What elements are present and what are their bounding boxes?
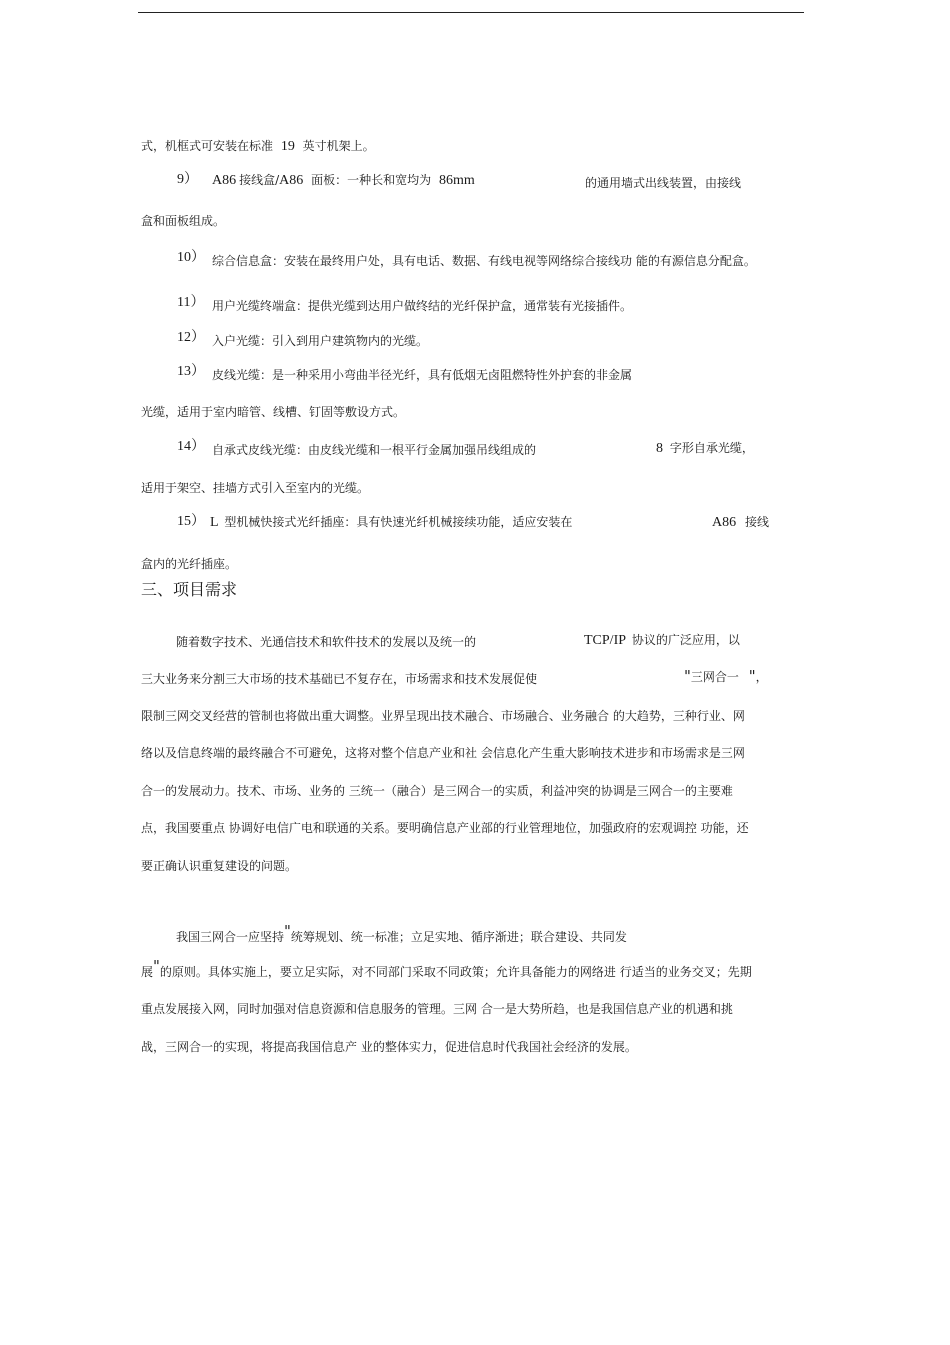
rack-size: 19 [280,139,295,154]
item-15-text: L 型机械快接式光纤插座：具有快速光纤机械接续功能，适应安装在 [210,515,573,530]
item-14-number: 14） [177,439,205,454]
item-15-tail: A86 接线 [712,515,769,530]
item-9-number: 9） [177,172,198,187]
para1-line3: 限制三网交叉经营的管制也将做出重大调整。业界呈现出技术融合、市场融合、业务融合 的大趋势，三种行业、网 [141,709,745,723]
para2-line1: 我国三网合一应坚持"统筹规划、统一标准；立足实地、循序渐进；联合建设、共同发 [176,922,627,944]
item-11-text: 用户光缆终端盒：提供光缆到达用户做终结的光纤保护盒，通常装有光接插件。 [212,299,633,313]
para2-line2: 展"的原则。具体实施上，要立足实际，对不同部门采取不同政策；允许具备能力的网络进 行适当的业务交叉；先期 [141,957,752,979]
para1-line1-tail: TCP/IP 协议的广泛应用，以 [584,633,740,648]
para1-line1: 随着数字技术、光通信技术和软件技术的发展以及统一的 [176,635,477,649]
item-9-continuation: 盒和面板组成。 [141,214,226,228]
item-14-tail: 8 字形自承光缆， [656,441,754,456]
item-12-text: 入户光缆：引入到用户建筑物内的光缆。 [212,334,429,348]
item-13-number: 13） [177,364,205,379]
para1-line7: 要正确认识重复建设的问题。 [141,859,298,873]
item-15-number: 15） [177,514,205,529]
item-13-text: 皮线光缆：是一种采用小弯曲半径光纤，具有低烟无卤阻燃特性外护套的非金属 [212,368,633,382]
para2-line3: 重点发展接入网，同时加强对信息资源和信息服务的管理。三网 合一是大势所趋，也是我国信息产业的机遇和挑 [141,1002,733,1016]
header-rule [138,12,804,13]
intro-line [141,138,375,155]
item-14-continuation: 适用于架空、挂墙方式引入至室内的光缆。 [141,481,370,495]
item-10-text: 综合信息盒：安装在最终用户处，具有电话、数据、有线电视等网络综合接线功 能的有源信息分配盒。 [212,254,756,268]
para1-line4: 络以及信息终端的最终融合不可避免，这将对整个信息产业和社 会信息化产生重大影响技术进步和市场需求是三网 [141,746,745,760]
para1-line6: 点，我国要重点 协调好电信广电和联通的关系。要明确信息产业部的行业管理地位，加强政府的宏观调控 功能，还 [141,821,749,835]
item-9-tail: 的通用墙式出线装置，由接线 [585,176,742,190]
item-10-number: 10） [177,250,205,265]
para1-line2: 三大业务来分割三大市场的技术基础已不复存在，市场需求和技术发展促使 [141,672,538,686]
intro-text-end: 英寸机架上。 [302,139,375,153]
item-15-continuation: 盒内的光纤插座。 [141,557,238,571]
intro-text: 式，机框式可安装在标准 [141,139,274,153]
para1-line5: 合一的发展动力。技术、市场、业务的 三统一（融合）是三网合一的实质，利益冲突的协调是三网合一的主要难 [141,784,733,798]
item-13-continuation: 光缆，适用于室内暗管、线槽、钉固等敷设方式。 [141,405,406,419]
item-14-text: 自承式皮线光缆：由皮线光缆和一根平行金属加强吊线组成的 [212,443,537,457]
item-11-number: 11） [177,295,205,310]
item-12-number: 12） [177,330,205,345]
para2-line4: 战，三网合一的实现，将提高我国信息产 业的整体实力，促进信息时代我国社会经济的发展。 [141,1040,637,1054]
section-heading: 三、项目需求 [141,580,238,599]
para1-line2-tail: "三网合一 "， [684,667,768,685]
item-9-text: A86 接线盒/A86 面板：一种长和宽均为 86mm [212,173,475,188]
